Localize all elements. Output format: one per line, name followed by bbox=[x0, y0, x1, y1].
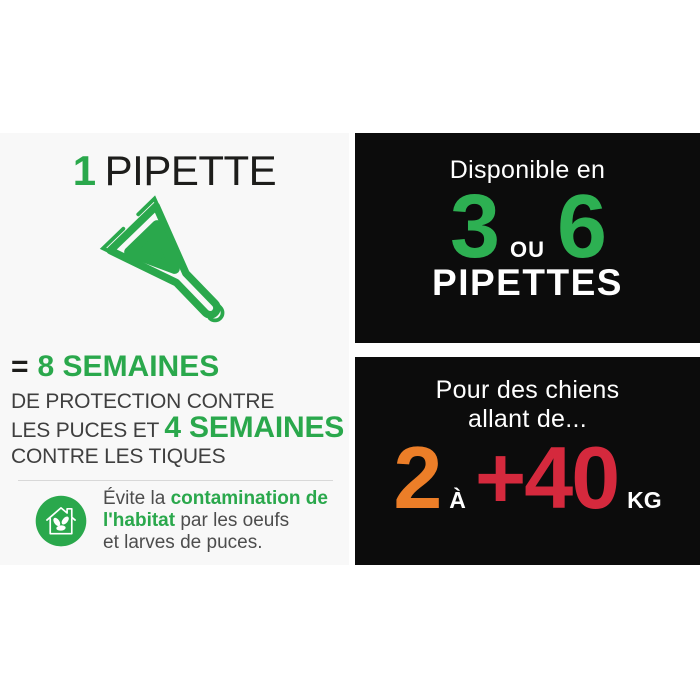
weeks-statement bbox=[11, 351, 349, 469]
habitat-line2-normal: par les oeufs bbox=[175, 510, 290, 531]
habitat-text bbox=[103, 488, 331, 554]
pack-count-3: 3 bbox=[449, 177, 498, 277]
weight-range-panel bbox=[355, 357, 700, 565]
protection-line-2 bbox=[11, 411, 349, 444]
weight-unit: KG bbox=[627, 487, 662, 513]
equals-sign: = bbox=[11, 350, 29, 383]
habitat-text-line-1 bbox=[103, 488, 331, 510]
page-title bbox=[0, 149, 349, 193]
pack-count-6: 6 bbox=[557, 177, 606, 277]
weight-intro-line-1: Pour des chiens bbox=[435, 376, 620, 404]
habitat-text-line-2 bbox=[103, 510, 331, 532]
pipettes-label: PIPETTES bbox=[432, 261, 623, 303]
weeks-8-line bbox=[11, 351, 349, 382]
pipette-icon bbox=[82, 189, 266, 357]
habitat-line1-normal: Évite la bbox=[103, 488, 171, 509]
weeks-4-value: 4 SEMAINES bbox=[164, 411, 345, 444]
weight-min-value: 2 bbox=[393, 428, 441, 527]
weeks-8-value: 8 SEMAINES bbox=[37, 350, 220, 383]
availability-panel bbox=[355, 133, 700, 343]
weight-conjunction: À bbox=[449, 487, 466, 513]
pipette-info-panel bbox=[0, 133, 349, 565]
title-word: PIPETTE bbox=[104, 147, 277, 194]
protection-line-1: DE PROTECTION CONTRE bbox=[11, 390, 275, 413]
habitat-note bbox=[31, 488, 331, 554]
protection-line-3: CONTRE LES TIQUES bbox=[11, 445, 226, 468]
house-contamination-icon bbox=[31, 491, 91, 551]
protection-line-2-prefix: LES PUCES ET bbox=[11, 419, 165, 442]
weight-intro-line-2: allant de... bbox=[468, 405, 587, 433]
title-number: 1 bbox=[72, 147, 96, 194]
divider bbox=[18, 480, 333, 481]
pack-count-or: OU bbox=[510, 237, 545, 262]
availability-intro: Disponible en bbox=[449, 156, 606, 184]
habitat-line1-green: contamination de bbox=[170, 488, 328, 509]
weight-intro bbox=[436, 376, 620, 434]
weight-max-value: +40 bbox=[474, 428, 619, 527]
habitat-line2-green: l'habitat bbox=[103, 510, 176, 531]
habitat-text-line-3: et larves de puces. bbox=[103, 532, 263, 553]
pack-count-row bbox=[449, 177, 606, 277]
weight-range-row bbox=[393, 428, 662, 527]
